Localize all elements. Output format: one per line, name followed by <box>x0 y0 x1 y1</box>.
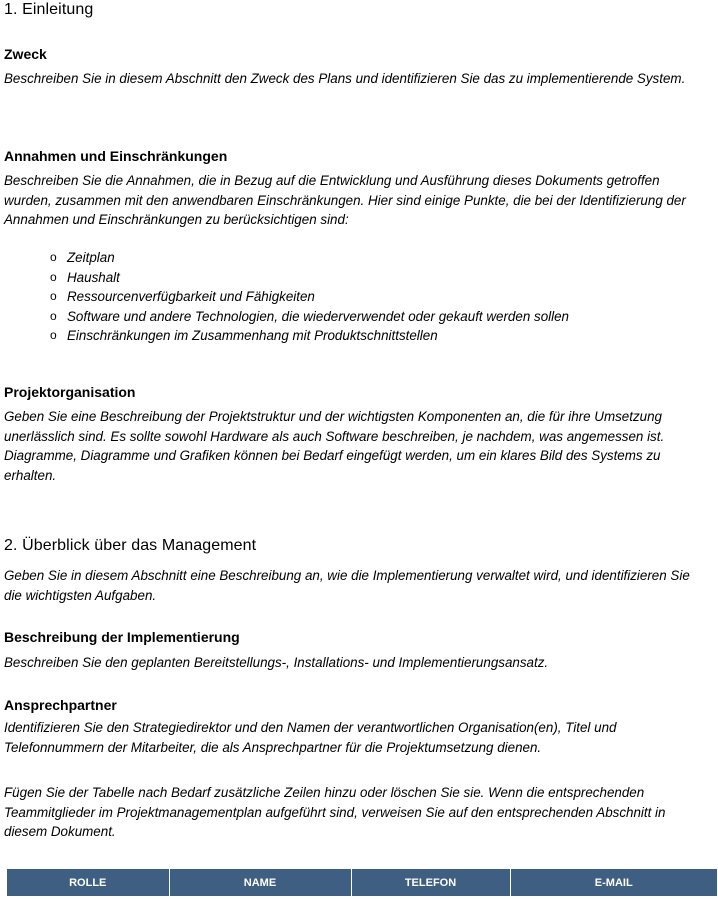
bullet-marker: o <box>50 289 57 303</box>
bullet-marker: o <box>50 308 57 323</box>
bullet-marker: o <box>50 328 57 342</box>
bullet-marker: o <box>50 250 57 264</box>
column-header-telefon: TELEFON <box>351 869 510 896</box>
annahmen-bullet-list <box>50 248 569 346</box>
list-item <box>50 248 569 268</box>
list-item <box>50 287 569 307</box>
list-item <box>50 326 569 346</box>
section-1-heading: 1. Einleitung <box>4 1 94 18</box>
list-item-text: Zeitplan <box>67 250 115 265</box>
contacts-table <box>7 869 717 896</box>
list-item <box>50 268 569 288</box>
ansprechpartner-text: Identifizieren Sie den Strategiedirektor und den Namen der verantwortlichen Organisation(en), Titel und Telefonnummern der Mitarbeiter, die als Ansprechpartner für die Projektumsetzung dienen. <box>4 720 617 755</box>
column-header-email: E-MAIL <box>510 869 717 896</box>
list-item-text: Software und andere Technologien, die wiederverwendet oder gekauft werden sollen <box>67 308 569 324</box>
zweck-text: Beschreiben Sie in diesem Abschnitt den Zweck des Plans und identifizieren Sie das zu implementierende System. <box>4 71 686 86</box>
annahmen-text: Beschreiben Sie die Annahmen, die in Bezug auf die Entwicklung und Ausführung dieses Dokuments getroffen wurden, zusammen mit den anwendbaren Einschränkungen. Hier sind einige Punkte, die bei der Identifizierung der Annahmen und Einschränkungen zu berücksichtigen sind: <box>4 173 686 227</box>
ansprechpartner-heading: Ansprechpartner <box>4 697 117 713</box>
column-header-name: NAME <box>169 869 351 896</box>
section-2-heading: 2. Überblick über das Management <box>4 537 257 554</box>
list-item-text: Ressourcenverfügbarkeit und Fähigkeiten <box>67 289 315 304</box>
section-2-intro: Geben Sie in diesem Abschnitt eine Beschreibung an, wie die Implementierung verwaltet wird, und identifizieren Sie die wichtigsten Aufgaben. <box>4 568 690 603</box>
list-item-text: Einschränkungen im Zusammenhang mit Produktschnittstellen <box>67 328 438 343</box>
list-item-text: Haushalt <box>67 269 120 285</box>
implementierung-heading: Beschreibung der Implementierung <box>4 629 240 645</box>
projektorganisation-heading: Projektorganisation <box>4 384 136 400</box>
bullet-marker: o <box>50 269 57 284</box>
projektorganisation-text: Geben Sie eine Beschreibung der Projektstruktur und der wichtigsten Komponenten an, die für ihre Umsetzung unerlässlich sind. Es sollte sowohl Hardware als auch Software beschreiben, je nachdem, was angemessen ist. Diagramme, Diagramme und Grafiken können bei Bedarf eingefügt werden, um ein klares Bild des Systems zu erhalten. <box>4 409 665 483</box>
column-header-rolle: ROLLE <box>7 869 169 896</box>
table-header-row <box>7 869 717 896</box>
list-item <box>50 307 569 327</box>
annahmen-heading: Annahmen und Einschränkungen <box>4 148 228 164</box>
ansprechpartner-note: Fügen Sie der Tabelle nach Bedarf zusätzliche Zeilen hinzu oder löschen Sie sie. Wenn die entsprechenden Teammitglieder im Projektmanagementplan aufgeführt sind, verweisen Sie auf den entsprechenden Abschnitt in diesem Dokument. <box>4 785 666 839</box>
zweck-heading: Zweck <box>4 46 47 62</box>
implementierung-text: Beschreiben Sie den geplanten Bereitstellungs-, Installations- und Implementierungsansatz. <box>4 655 549 670</box>
